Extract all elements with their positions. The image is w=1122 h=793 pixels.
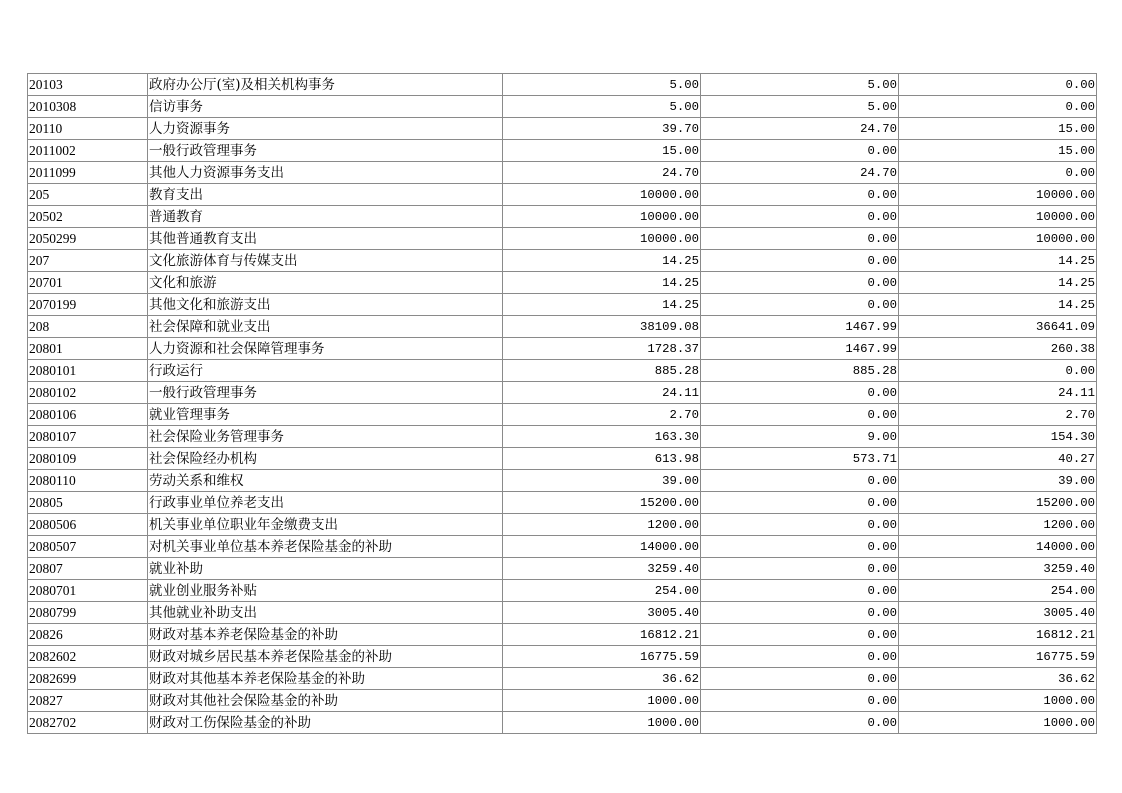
amount-cell: 24.11 xyxy=(503,382,701,404)
amount-cell: 24.70 xyxy=(503,162,701,184)
amount-cell: 16812.21 xyxy=(503,624,701,646)
table-body xyxy=(28,74,1097,734)
table-row xyxy=(28,162,1097,184)
amount-cell: 16775.59 xyxy=(899,646,1097,668)
amount-cell: 154.30 xyxy=(899,426,1097,448)
name-cell: 财政对基本养老保险基金的补助 xyxy=(148,624,503,646)
amount-cell: 885.28 xyxy=(701,360,899,382)
name-cell: 财政对其他基本养老保险基金的补助 xyxy=(148,668,503,690)
code-cell: 2080506 xyxy=(28,514,148,536)
amount-cell: 0.00 xyxy=(701,272,899,294)
amount-cell: 16775.59 xyxy=(503,646,701,668)
amount-cell: 1467.99 xyxy=(701,338,899,360)
code-cell: 2080799 xyxy=(28,602,148,624)
code-cell: 2082699 xyxy=(28,668,148,690)
amount-cell: 0.00 xyxy=(701,294,899,316)
name-cell: 人力资源事务 xyxy=(148,118,503,140)
table-row xyxy=(28,228,1097,250)
code-cell: 20826 xyxy=(28,624,148,646)
code-cell: 20805 xyxy=(28,492,148,514)
table-row xyxy=(28,624,1097,646)
table-row xyxy=(28,272,1097,294)
amount-cell: 0.00 xyxy=(701,492,899,514)
amount-cell: 0.00 xyxy=(701,668,899,690)
amount-cell: 36.62 xyxy=(503,668,701,690)
amount-cell: 0.00 xyxy=(899,96,1097,118)
name-cell: 一般行政管理事务 xyxy=(148,140,503,162)
amount-cell: 573.71 xyxy=(701,448,899,470)
amount-cell: 15200.00 xyxy=(899,492,1097,514)
table-row xyxy=(28,118,1097,140)
amount-cell: 0.00 xyxy=(701,404,899,426)
table-row xyxy=(28,690,1097,712)
amount-cell: 254.00 xyxy=(503,580,701,602)
amount-cell: 0.00 xyxy=(701,580,899,602)
code-cell: 2080101 xyxy=(28,360,148,382)
table-row xyxy=(28,338,1097,360)
amount-cell: 24.70 xyxy=(701,118,899,140)
table-row xyxy=(28,646,1097,668)
data-table xyxy=(27,73,1097,734)
name-cell: 其他普通教育支出 xyxy=(148,228,503,250)
code-cell: 2070199 xyxy=(28,294,148,316)
name-cell: 社会保险经办机构 xyxy=(148,448,503,470)
table-row xyxy=(28,404,1097,426)
code-cell: 208 xyxy=(28,316,148,338)
name-cell: 普通教育 xyxy=(148,206,503,228)
name-cell: 文化和旅游 xyxy=(148,272,503,294)
amount-cell: 9.00 xyxy=(701,426,899,448)
amount-cell: 10000.00 xyxy=(503,206,701,228)
amount-cell: 0.00 xyxy=(701,712,899,734)
amount-cell: 36641.09 xyxy=(899,316,1097,338)
name-cell: 其他文化和旅游支出 xyxy=(148,294,503,316)
amount-cell: 10000.00 xyxy=(899,228,1097,250)
code-cell: 2011002 xyxy=(28,140,148,162)
amount-cell: 0.00 xyxy=(701,558,899,580)
code-cell: 20827 xyxy=(28,690,148,712)
code-cell: 2011099 xyxy=(28,162,148,184)
amount-cell: 1200.00 xyxy=(503,514,701,536)
name-cell: 劳动关系和维权 xyxy=(148,470,503,492)
amount-cell: 1467.99 xyxy=(701,316,899,338)
amount-cell: 1728.37 xyxy=(503,338,701,360)
code-cell: 2080107 xyxy=(28,426,148,448)
amount-cell: 38109.08 xyxy=(503,316,701,338)
amount-cell: 10000.00 xyxy=(503,228,701,250)
amount-cell: 14.25 xyxy=(503,250,701,272)
table-row xyxy=(28,580,1097,602)
table-row xyxy=(28,470,1097,492)
name-cell: 财政对城乡居民基本养老保险基金的补助 xyxy=(148,646,503,668)
code-cell: 2080102 xyxy=(28,382,148,404)
code-cell: 20110 xyxy=(28,118,148,140)
amount-cell: 16812.21 xyxy=(899,624,1097,646)
amount-cell: 14000.00 xyxy=(899,536,1097,558)
code-cell: 20701 xyxy=(28,272,148,294)
amount-cell: 0.00 xyxy=(701,206,899,228)
amount-cell: 24.70 xyxy=(701,162,899,184)
amount-cell: 10000.00 xyxy=(899,184,1097,206)
amount-cell: 1000.00 xyxy=(899,690,1097,712)
amount-cell: 5.00 xyxy=(503,96,701,118)
amount-cell: 1000.00 xyxy=(503,712,701,734)
table-row xyxy=(28,184,1097,206)
table-row xyxy=(28,558,1097,580)
name-cell: 财政对其他社会保险基金的补助 xyxy=(148,690,503,712)
name-cell: 行政运行 xyxy=(148,360,503,382)
amount-cell: 0.00 xyxy=(701,470,899,492)
amount-cell: 0.00 xyxy=(701,514,899,536)
name-cell: 机关事业单位职业年金缴费支出 xyxy=(148,514,503,536)
amount-cell: 5.00 xyxy=(503,74,701,96)
amount-cell: 5.00 xyxy=(701,74,899,96)
amount-cell: 39.00 xyxy=(899,470,1097,492)
amount-cell: 885.28 xyxy=(503,360,701,382)
code-cell: 2080701 xyxy=(28,580,148,602)
amount-cell: 15.00 xyxy=(899,118,1097,140)
table-row xyxy=(28,360,1097,382)
amount-cell: 2.70 xyxy=(899,404,1097,426)
table-row xyxy=(28,140,1097,162)
amount-cell: 1000.00 xyxy=(503,690,701,712)
name-cell: 行政事业单位养老支出 xyxy=(148,492,503,514)
amount-cell: 15.00 xyxy=(899,140,1097,162)
amount-cell: 14.25 xyxy=(899,294,1097,316)
table-row xyxy=(28,316,1097,338)
table-row xyxy=(28,74,1097,96)
code-cell: 2080109 xyxy=(28,448,148,470)
table-row xyxy=(28,712,1097,734)
amount-cell: 0.00 xyxy=(701,602,899,624)
code-cell: 2010308 xyxy=(28,96,148,118)
code-cell: 2080110 xyxy=(28,470,148,492)
code-cell: 207 xyxy=(28,250,148,272)
amount-cell: 0.00 xyxy=(701,184,899,206)
amount-cell: 0.00 xyxy=(701,690,899,712)
amount-cell: 2.70 xyxy=(503,404,701,426)
amount-cell: 39.00 xyxy=(503,470,701,492)
name-cell: 就业创业服务补贴 xyxy=(148,580,503,602)
name-cell: 教育支出 xyxy=(148,184,503,206)
amount-cell: 260.38 xyxy=(899,338,1097,360)
name-cell: 社会保障和就业支出 xyxy=(148,316,503,338)
name-cell: 就业管理事务 xyxy=(148,404,503,426)
amount-cell: 0.00 xyxy=(701,536,899,558)
amount-cell: 0.00 xyxy=(701,624,899,646)
code-cell: 20502 xyxy=(28,206,148,228)
amount-cell: 0.00 xyxy=(701,228,899,250)
amount-cell: 3259.40 xyxy=(899,558,1097,580)
table-row xyxy=(28,448,1097,470)
table-row xyxy=(28,536,1097,558)
table-row xyxy=(28,382,1097,404)
amount-cell: 14.25 xyxy=(899,250,1097,272)
table-row xyxy=(28,294,1097,316)
amount-cell: 163.30 xyxy=(503,426,701,448)
code-cell: 20807 xyxy=(28,558,148,580)
name-cell: 政府办公厅(室)及相关机构事务 xyxy=(148,74,503,96)
amount-cell: 254.00 xyxy=(899,580,1097,602)
code-cell: 2082702 xyxy=(28,712,148,734)
code-cell: 205 xyxy=(28,184,148,206)
amount-cell: 15200.00 xyxy=(503,492,701,514)
amount-cell: 0.00 xyxy=(701,250,899,272)
amount-cell: 36.62 xyxy=(899,668,1097,690)
name-cell: 人力资源和社会保障管理事务 xyxy=(148,338,503,360)
amount-cell: 40.27 xyxy=(899,448,1097,470)
name-cell: 对机关事业单位基本养老保险基金的补助 xyxy=(148,536,503,558)
amount-cell: 3005.40 xyxy=(503,602,701,624)
amount-cell: 0.00 xyxy=(899,74,1097,96)
amount-cell: 14.25 xyxy=(503,272,701,294)
name-cell: 文化旅游体育与传媒支出 xyxy=(148,250,503,272)
table-row xyxy=(28,250,1097,272)
code-cell: 2082602 xyxy=(28,646,148,668)
code-cell: 20103 xyxy=(28,74,148,96)
name-cell: 其他人力资源事务支出 xyxy=(148,162,503,184)
amount-cell: 613.98 xyxy=(503,448,701,470)
amount-cell: 3259.40 xyxy=(503,558,701,580)
amount-cell: 3005.40 xyxy=(899,602,1097,624)
code-cell: 2080507 xyxy=(28,536,148,558)
amount-cell: 0.00 xyxy=(701,140,899,162)
table-row xyxy=(28,492,1097,514)
code-cell: 20801 xyxy=(28,338,148,360)
amount-cell: 24.11 xyxy=(899,382,1097,404)
amount-cell: 10000.00 xyxy=(899,206,1097,228)
code-cell: 2050299 xyxy=(28,228,148,250)
table-row xyxy=(28,668,1097,690)
amount-cell: 5.00 xyxy=(701,96,899,118)
amount-cell: 0.00 xyxy=(701,382,899,404)
table-row xyxy=(28,426,1097,448)
amount-cell: 14.25 xyxy=(503,294,701,316)
table-row xyxy=(28,96,1097,118)
amount-cell: 1200.00 xyxy=(899,514,1097,536)
code-cell: 2080106 xyxy=(28,404,148,426)
amount-cell: 39.70 xyxy=(503,118,701,140)
amount-cell: 0.00 xyxy=(701,646,899,668)
table-row xyxy=(28,514,1097,536)
amount-cell: 0.00 xyxy=(899,162,1097,184)
amount-cell: 0.00 xyxy=(899,360,1097,382)
amount-cell: 1000.00 xyxy=(899,712,1097,734)
name-cell: 社会保险业务管理事务 xyxy=(148,426,503,448)
amount-cell: 14000.00 xyxy=(503,536,701,558)
table-row xyxy=(28,602,1097,624)
name-cell: 其他就业补助支出 xyxy=(148,602,503,624)
name-cell: 一般行政管理事务 xyxy=(148,382,503,404)
name-cell: 财政对工伤保险基金的补助 xyxy=(148,712,503,734)
amount-cell: 15.00 xyxy=(503,140,701,162)
name-cell: 信访事务 xyxy=(148,96,503,118)
table-row xyxy=(28,206,1097,228)
amount-cell: 14.25 xyxy=(899,272,1097,294)
amount-cell: 10000.00 xyxy=(503,184,701,206)
name-cell: 就业补助 xyxy=(148,558,503,580)
